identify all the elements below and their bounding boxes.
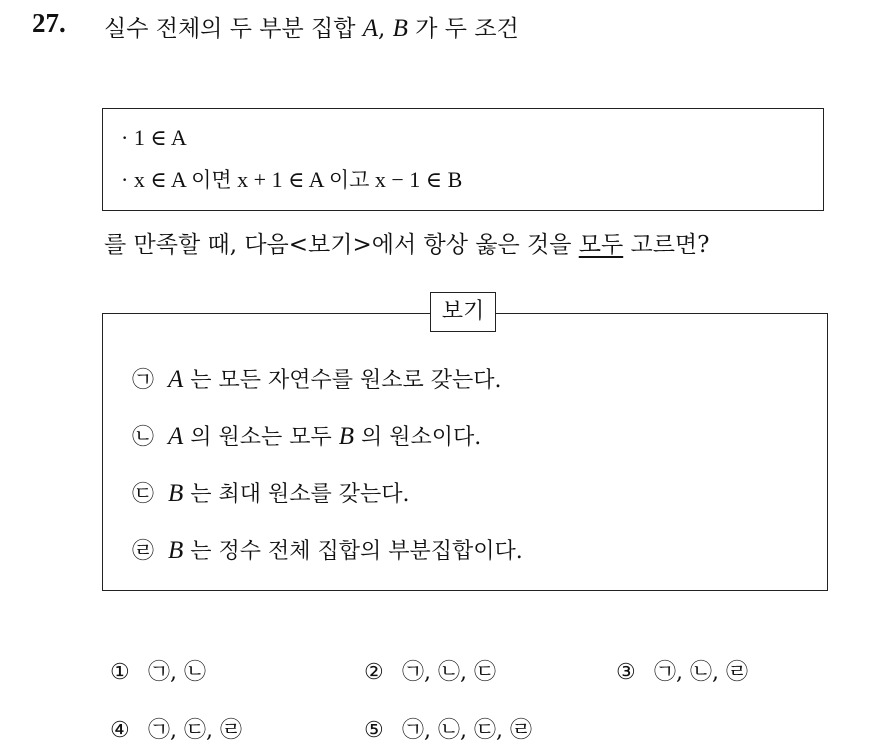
condition-2-part-d: 이고 [328, 168, 370, 192]
instruction-end: 고르면? [623, 232, 710, 258]
question-stem [104, 10, 519, 43]
choice-number: ② [364, 660, 384, 685]
choice-2[interactable] [364, 655, 496, 686]
choice-text: ㉠, ㉡, ㉢ [402, 660, 496, 685]
choice-1[interactable] [110, 655, 206, 686]
statement-var: B [168, 480, 184, 507]
statement-marker: ㉢ [132, 482, 155, 507]
bogi-title: 보기 [430, 292, 496, 332]
condition-2-part-b: 이면 [191, 168, 232, 192]
condition-1: · 1 ∈ A [121, 125, 187, 150]
statement-4 [132, 534, 523, 565]
condition-2-part-c: x + 1 ∈ A [231, 167, 329, 192]
stem-text: 실수 전체의 두 부분 집합 [104, 16, 363, 42]
condition-2-part-a: · x ∈ A [121, 167, 192, 192]
choice-text: ㉠, ㉡, ㉣ [654, 660, 748, 685]
statement-3 [132, 477, 410, 508]
choice-3[interactable] [616, 655, 748, 686]
choice-5[interactable] [364, 713, 532, 744]
statement-marker: ㉡ [132, 425, 155, 450]
statement-marker: ㉠ [132, 368, 155, 393]
stem-comma: , [378, 16, 393, 42]
statement-text: 는 정수 전체 집합의 부분집합이다. [183, 539, 523, 564]
stem-text-end: 가 두 조건 [407, 16, 519, 42]
statement-var-2: B [338, 423, 355, 450]
choice-4[interactable] [110, 713, 242, 744]
condition-box [102, 108, 824, 211]
question-number: 27. [32, 8, 66, 38]
condition-2 [121, 164, 462, 194]
instruction-text: 를 만족할 때, 다음<보기>에서 항상 옳은 것을 [104, 232, 579, 258]
instruction-underlined: 모두 [578, 232, 624, 258]
instruction [104, 226, 709, 259]
choice-number: ③ [616, 660, 636, 685]
set-b-symbol: B [392, 15, 408, 42]
condition-2-part-e: x − 1 ∈ B [369, 167, 463, 192]
statement-text: 의 원소는 모두 [183, 425, 339, 450]
statement-var: A [168, 366, 184, 393]
choice-text: ㉠, ㉡ [148, 660, 206, 685]
statement-marker: ㉣ [132, 539, 155, 564]
statement-text: 는 모든 자연수를 원소로 갖는다. [183, 368, 502, 393]
statement-text: 는 최대 원소를 갖는다. [183, 482, 410, 507]
statement-var: A [168, 423, 184, 450]
statement-1 [132, 363, 502, 394]
choice-text: ㉠, ㉡, ㉢, ㉣ [402, 718, 532, 743]
choice-number: ④ [110, 718, 130, 743]
statement-2 [132, 420, 481, 451]
choice-number: ① [110, 660, 130, 685]
statement-var: B [168, 537, 184, 564]
choice-text: ㉠, ㉢, ㉣ [148, 718, 242, 743]
statement-text-2: 의 원소이다. [354, 425, 482, 450]
choice-number: ⑤ [364, 718, 384, 743]
set-a-symbol: A [362, 15, 379, 42]
